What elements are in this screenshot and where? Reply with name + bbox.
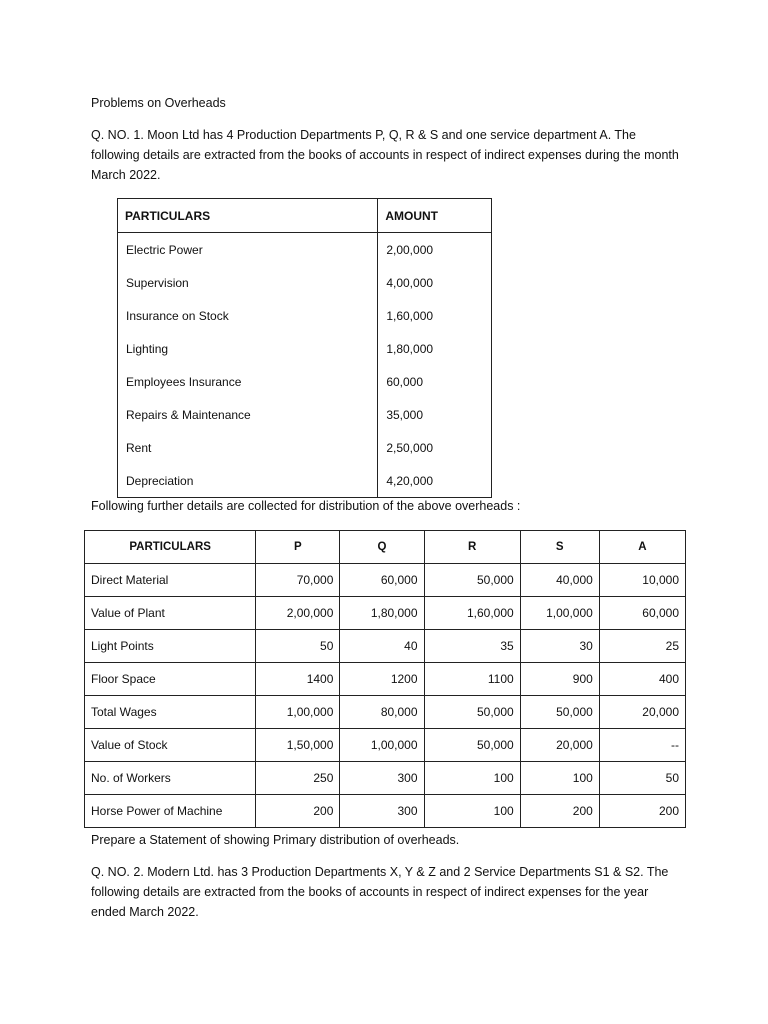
row-label: Value of Plant [85, 597, 256, 630]
expense-amount: 2,00,000 [378, 233, 492, 267]
cell-a: 200 [599, 795, 685, 828]
expense-amount: 1,80,000 [378, 332, 492, 365]
cell-q: 1,80,000 [340, 597, 424, 630]
cell-s: 900 [520, 663, 599, 696]
expense-particular: Electric Power [118, 233, 378, 267]
expense-particular: Lighting [118, 332, 378, 365]
cell-r: 1100 [424, 663, 520, 696]
cell-r: 100 [424, 762, 520, 795]
table-header-row [85, 531, 686, 564]
table-header-row [118, 199, 492, 233]
cell-s: 50,000 [520, 696, 599, 729]
cell-s: 30 [520, 630, 599, 663]
cell-a: 400 [599, 663, 685, 696]
expense-amount: 4,20,000 [378, 464, 492, 498]
cell-s: 1,00,000 [520, 597, 599, 630]
cell-q: 1,00,000 [340, 729, 424, 762]
document-title: Problems on Overheads [91, 96, 226, 110]
table-row [118, 233, 492, 267]
expense-particular: Rent [118, 431, 378, 464]
column-header-s: S [520, 531, 599, 564]
cell-p: 50 [256, 630, 340, 663]
table-row [85, 597, 686, 630]
expense-particular: Supervision [118, 266, 378, 299]
row-label: No. of Workers [85, 762, 256, 795]
column-header-q: Q [340, 531, 424, 564]
expense-particular: Repairs & Maintenance [118, 398, 378, 431]
cell-p: 200 [256, 795, 340, 828]
expense-amount: 1,60,000 [378, 299, 492, 332]
cell-p: 1,50,000 [256, 729, 340, 762]
cell-a: 60,000 [599, 597, 685, 630]
cell-s: 100 [520, 762, 599, 795]
table-row [118, 365, 492, 398]
row-label: Horse Power of Machine [85, 795, 256, 828]
cell-a: 25 [599, 630, 685, 663]
cell-q: 80,000 [340, 696, 424, 729]
cell-s: 200 [520, 795, 599, 828]
table-row [85, 795, 686, 828]
table-row [85, 729, 686, 762]
column-header-a: A [599, 531, 685, 564]
table-row [118, 332, 492, 365]
column-header-r: R [424, 531, 520, 564]
table-row [118, 299, 492, 332]
column-header-particulars: PARTICULARS [118, 199, 378, 233]
cell-r: 50,000 [424, 564, 520, 597]
table-row [118, 464, 492, 498]
table-row [85, 663, 686, 696]
cell-q: 300 [340, 795, 424, 828]
column-header-particulars: PARTICULARS [85, 531, 256, 564]
row-label: Value of Stock [85, 729, 256, 762]
table-row [118, 266, 492, 299]
cell-a: 50 [599, 762, 685, 795]
cell-s: 20,000 [520, 729, 599, 762]
cell-r: 50,000 [424, 729, 520, 762]
table-row [85, 696, 686, 729]
row-label: Floor Space [85, 663, 256, 696]
expense-particular: Employees Insurance [118, 365, 378, 398]
cell-q: 1200 [340, 663, 424, 696]
table-row [85, 630, 686, 663]
table-row [85, 762, 686, 795]
cell-a: 20,000 [599, 696, 685, 729]
expense-particular: Insurance on Stock [118, 299, 378, 332]
cell-q: 300 [340, 762, 424, 795]
question-1-text: Q. NO. 1. Moon Ltd has 4 Production Departments P, Q, R & S and one service department A. The following details are extracted from the books of accounts in respect of indirect expenses during the month March 2022. [91, 128, 679, 182]
cell-a: 10,000 [599, 564, 685, 597]
cell-a: -- [599, 729, 685, 762]
cell-q: 60,000 [340, 564, 424, 597]
row-label: Total Wages [85, 696, 256, 729]
expense-amount: 35,000 [378, 398, 492, 431]
cell-q: 40 [340, 630, 424, 663]
cell-r: 100 [424, 795, 520, 828]
distribution-details-table [84, 530, 686, 828]
table-row [118, 398, 492, 431]
cell-p: 1400 [256, 663, 340, 696]
further-details-text: Following further details are collected for distribution of the above overheads : [91, 499, 521, 513]
row-label: Light Points [85, 630, 256, 663]
expense-amount: 60,000 [378, 365, 492, 398]
row-label: Direct Material [85, 564, 256, 597]
column-header-p: P [256, 531, 340, 564]
table-row [118, 431, 492, 464]
cell-r: 35 [424, 630, 520, 663]
table-row [85, 564, 686, 597]
cell-p: 2,00,000 [256, 597, 340, 630]
question-2-text: Q. NO. 2. Modern Ltd. has 3 Production Departments X, Y & Z and 2 Service Departments S1 & S2. The following details are extracted from the books of accounts in respect of indirect expenses for the year ended March 2022. [91, 865, 669, 919]
cell-p: 250 [256, 762, 340, 795]
cell-p: 1,00,000 [256, 696, 340, 729]
indirect-expenses-table [117, 198, 492, 498]
column-header-amount: AMOUNT [378, 199, 492, 233]
cell-r: 50,000 [424, 696, 520, 729]
cell-r: 1,60,000 [424, 597, 520, 630]
expense-amount: 2,50,000 [378, 431, 492, 464]
expense-amount: 4,00,000 [378, 266, 492, 299]
cell-p: 70,000 [256, 564, 340, 597]
instruction-text: Prepare a Statement of showing Primary distribution of overheads. [91, 833, 460, 847]
expense-particular: Depreciation [118, 464, 378, 498]
cell-s: 40,000 [520, 564, 599, 597]
